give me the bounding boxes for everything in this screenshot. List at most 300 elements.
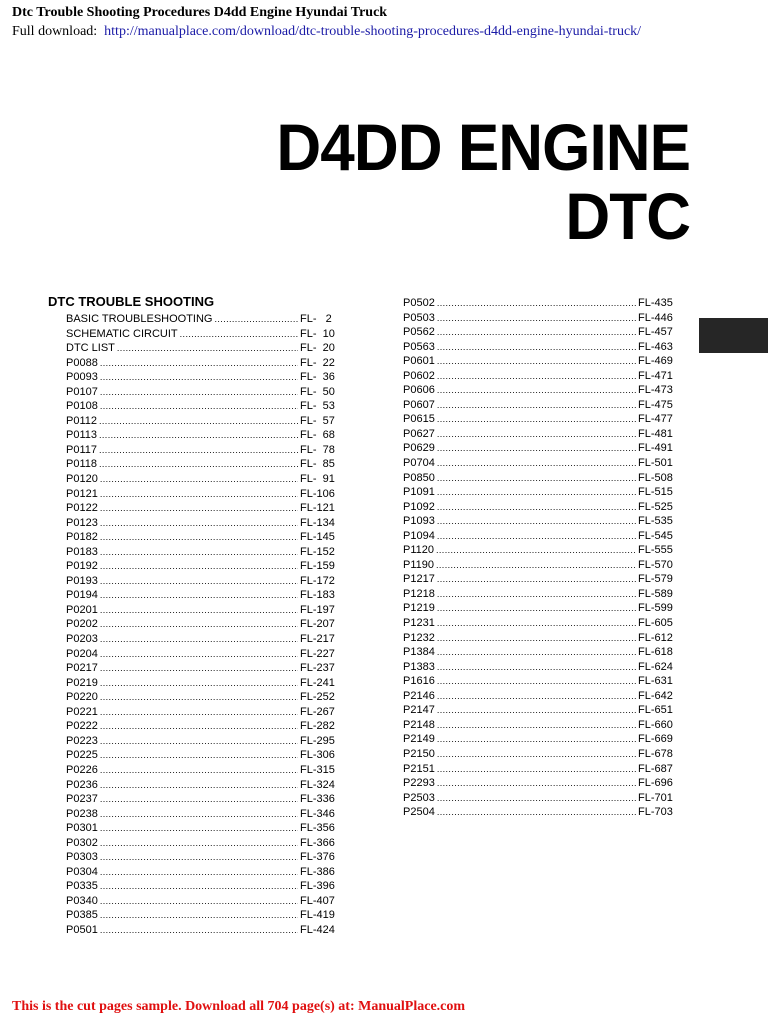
toc-entry[interactable] <box>66 836 338 851</box>
toc-entry[interactable] <box>66 778 338 793</box>
toc-entry-label: P0121 <box>66 487 98 500</box>
toc-entry[interactable] <box>66 428 338 443</box>
toc-entry-page: FL- 57 <box>300 414 335 427</box>
toc-entry[interactable] <box>403 660 676 675</box>
toc-entry-page: FL- 85 <box>300 458 335 471</box>
download-line <box>12 24 641 40</box>
toc-entry-label: P1217 <box>403 573 435 586</box>
toc-leader-dots <box>100 603 298 618</box>
toc-entry-page: FL-525 <box>638 500 673 513</box>
toc-leader-dots <box>437 572 636 587</box>
toc-leader-dots <box>437 427 636 442</box>
toc-leader-dots <box>99 457 298 472</box>
toc-entry-label: P0704 <box>403 457 435 470</box>
toc-entry[interactable] <box>66 457 338 472</box>
toc-leader-dots <box>437 791 636 806</box>
toc-entry[interactable] <box>66 341 338 356</box>
toc-leader-dots <box>100 676 298 691</box>
toc-entry-page: FL-207 <box>300 618 335 631</box>
toc-entry-label: P0850 <box>403 471 435 484</box>
toc-entry-label: P0088 <box>66 356 98 369</box>
toc-leader-dots <box>100 836 298 851</box>
toc-entry-page: FL-555 <box>638 544 673 557</box>
toc-entry-page: FL-159 <box>300 560 335 573</box>
toc-leader-dots <box>437 601 636 616</box>
toc-leader-dots <box>100 399 298 414</box>
toc-entry-page: FL-134 <box>300 516 335 529</box>
toc-leader-dots <box>437 514 636 529</box>
toc-entry-page: FL-106 <box>300 487 335 500</box>
toc-leader-dots <box>437 616 636 631</box>
toc-leader-dots <box>437 747 636 762</box>
toc-leader-dots <box>100 850 298 865</box>
toc-leader-dots <box>437 456 636 471</box>
toc-leader-dots <box>100 908 298 923</box>
toc-entry-page: FL-336 <box>300 793 335 806</box>
toc-leader-dots <box>100 385 298 400</box>
toc-entry[interactable] <box>403 674 676 689</box>
toc-entry[interactable] <box>66 821 338 836</box>
toc-right-column <box>403 296 676 820</box>
toc-leader-dots <box>215 312 299 327</box>
toc-entry[interactable] <box>66 487 338 502</box>
toc-leader-dots <box>437 340 636 355</box>
toc-entry-label: P0118 <box>66 458 97 471</box>
toc-leader-dots <box>437 383 636 398</box>
toc-entry-label: P1231 <box>403 617 435 630</box>
toc-entry-page: FL-624 <box>638 660 673 673</box>
toc-entry-page: FL-491 <box>638 442 673 455</box>
toc-entry-label: P0627 <box>403 427 435 440</box>
toc-entry[interactable] <box>403 791 676 806</box>
toc-entry[interactable] <box>66 399 338 414</box>
toc-entry[interactable] <box>66 356 338 371</box>
toc-entry-page: FL-315 <box>300 763 335 776</box>
toc-entry-page: FL-386 <box>300 865 335 878</box>
toc-entry-page: FL-356 <box>300 822 335 835</box>
toc-entry-label: P0501 <box>66 923 98 936</box>
toc-entry-page: FL- 50 <box>300 385 335 398</box>
toc-entry[interactable] <box>66 748 338 763</box>
toc-entry-label: P1616 <box>403 675 435 688</box>
toc-entry-page: FL-435 <box>638 297 673 309</box>
toc-leader-dots <box>100 865 298 880</box>
toc-entry-page: FL- 53 <box>300 400 335 413</box>
toc-leader-dots <box>100 748 298 763</box>
toc-entry-label: P2147 <box>403 704 435 717</box>
toc-entry[interactable] <box>403 398 676 413</box>
toc-entry[interactable] <box>66 865 338 880</box>
toc-entry-label: P2150 <box>403 747 435 760</box>
toc-entry-label: P0107 <box>66 385 98 398</box>
toc-entry-label: P1218 <box>403 587 435 600</box>
toc-entry-label: P0222 <box>66 720 98 733</box>
toc-entry-page: FL- 68 <box>300 429 335 442</box>
toc-leader-dots <box>100 501 298 516</box>
toc-leader-dots <box>100 545 298 560</box>
toc-entry-page: FL- 2 <box>300 313 332 325</box>
toc-entry-page: FL-579 <box>638 573 673 586</box>
toc-entry-page: FL- 20 <box>300 342 335 355</box>
toc-entry-page: FL-252 <box>300 691 335 704</box>
toc-entry-page: FL-295 <box>300 734 335 747</box>
toc-entry[interactable] <box>403 805 676 820</box>
toc-entry-label: P1232 <box>403 631 435 644</box>
toc-leader-dots <box>100 487 298 502</box>
toc-entry-page: FL-366 <box>300 836 335 849</box>
toc-entry-page: FL-471 <box>638 369 673 382</box>
toc-leader-dots <box>437 776 636 791</box>
toc-entry[interactable] <box>403 558 676 573</box>
main-title <box>276 110 690 253</box>
toc-entry[interactable] <box>403 354 676 369</box>
toc-leader-dots <box>100 516 298 531</box>
toc-leader-dots <box>436 558 636 573</box>
toc-entry-page: FL-282 <box>300 720 335 733</box>
toc-entry-page: FL-481 <box>638 427 673 440</box>
toc-entry-page: FL-477 <box>638 413 673 426</box>
toc-entry-label: P0120 <box>66 473 98 486</box>
toc-leader-dots <box>100 647 298 662</box>
toc-entry-page: FL-678 <box>638 747 673 760</box>
toc-leader-dots <box>100 894 298 909</box>
toc-entry[interactable] <box>403 645 676 660</box>
toc-entry-label: P0122 <box>66 502 98 515</box>
toc-entry-page: FL-145 <box>300 531 335 544</box>
toc-leader-dots <box>100 588 298 603</box>
toc-entry-label: P0204 <box>66 647 98 660</box>
toc-entry[interactable] <box>403 631 676 646</box>
toc-entry[interactable] <box>66 545 338 560</box>
toc-entry-page: FL-515 <box>638 486 673 499</box>
toc-entry-page: FL-669 <box>638 733 673 746</box>
toc-entry-page: FL-703 <box>638 806 673 819</box>
toc-leader-dots <box>437 441 636 456</box>
toc-entry-label: P0123 <box>66 516 98 529</box>
toc-entry[interactable] <box>66 632 338 647</box>
toc-entry-label: P0202 <box>66 618 98 631</box>
toc-entry[interactable] <box>66 370 338 385</box>
toc-leader-dots <box>100 792 298 807</box>
toc-entry[interactable] <box>66 661 338 676</box>
toc-entry[interactable] <box>403 587 676 602</box>
toc-entry-page: FL-217 <box>300 633 335 646</box>
toc-entry-label: P0217 <box>66 662 98 675</box>
toc-entry[interactable] <box>66 676 338 691</box>
toc-leader-dots <box>100 356 298 371</box>
toc-entry-label: P2146 <box>403 689 435 702</box>
toc-entry-page: FL-651 <box>638 704 673 717</box>
toc-entry-page: FL-605 <box>638 617 673 630</box>
toc-leader-dots <box>437 325 636 340</box>
toc-entry[interactable] <box>66 894 338 909</box>
toc-entry[interactable] <box>403 776 676 791</box>
toc-entry-label: P0237 <box>66 793 98 806</box>
toc-entry[interactable] <box>66 603 338 618</box>
toc-entry-page: FL- 10 <box>300 327 335 340</box>
toc-entry-label: P0304 <box>66 865 98 878</box>
toc-entry-label: P2149 <box>403 733 435 746</box>
toc-entry-label: P1091 <box>403 486 435 499</box>
toc-entry-label: P1219 <box>403 602 435 615</box>
toc-entry-page: FL-696 <box>638 777 673 790</box>
toc-entry-page: FL-589 <box>638 587 673 600</box>
toc-entry-page: FL-535 <box>638 515 673 528</box>
toc-leader-dots <box>437 805 636 820</box>
toc-entry-page: FL-376 <box>300 851 335 864</box>
toc-leader-dots <box>117 341 298 356</box>
toc-entry[interactable] <box>66 559 338 574</box>
toc-entry-page: FL-501 <box>638 457 673 470</box>
toc-entry[interactable] <box>403 747 676 762</box>
main-title-line2: DTC <box>565 179 690 253</box>
toc-entry-label: P1384 <box>403 646 435 659</box>
toc-entry-label: P0502 <box>403 297 435 309</box>
toc-entry-label: P0601 <box>403 355 435 368</box>
toc-entry[interactable] <box>403 689 676 704</box>
toc-entry[interactable] <box>403 369 676 384</box>
toc-entry-label: P0225 <box>66 749 98 762</box>
toc-leader-dots <box>437 296 636 311</box>
toc-entry[interactable] <box>403 572 676 587</box>
toc-entry-label: P2151 <box>403 762 435 775</box>
toc-leader-dots <box>100 879 298 894</box>
toc-entry-label: P2504 <box>403 806 435 819</box>
toc-entry-page: FL-197 <box>300 603 335 616</box>
toc-entry[interactable] <box>66 705 338 720</box>
toc-entry-page: FL-407 <box>300 894 335 907</box>
toc-entry-label: DTC LIST <box>66 342 115 355</box>
toc-entry-label: P1094 <box>403 529 435 542</box>
toc-leader-dots <box>180 327 298 342</box>
toc-entry[interactable] <box>403 441 676 456</box>
toc-entry-label: P0220 <box>66 691 98 704</box>
main-title-line1: D4DD ENGINE <box>276 110 690 184</box>
toc-entry-label: P0193 <box>66 574 98 587</box>
toc-entry[interactable] <box>66 923 338 938</box>
toc-entry-label: P2503 <box>403 791 435 804</box>
toc-entry[interactable] <box>66 588 338 603</box>
toc-entry-page: FL-424 <box>300 923 335 936</box>
toc-leader-dots <box>437 631 636 646</box>
toc-leader-dots <box>437 412 636 427</box>
toc-entry[interactable] <box>66 734 338 749</box>
toc-entry-label: P0201 <box>66 603 98 616</box>
toc-entry-page: FL-324 <box>300 778 335 791</box>
toc-entry[interactable] <box>66 385 338 400</box>
toc-leader-dots <box>437 732 636 747</box>
toc-entry[interactable] <box>403 732 676 747</box>
toc-entry-page: FL-473 <box>638 384 673 397</box>
download-link[interactable]: http://manualplace.com/download/dtc-trouble-shooting-procedures-d4dd-engine-hyundai-truck/ <box>104 24 642 39</box>
document-title: Dtc Trouble Shooting Procedures D4dd Engine Hyundai Truck <box>12 5 388 20</box>
toc-entry-page: FL-631 <box>638 675 673 688</box>
toc-entry[interactable] <box>66 472 338 487</box>
toc-leader-dots <box>100 574 298 589</box>
toc-entry[interactable] <box>403 543 676 558</box>
toc-entry[interactable] <box>66 327 338 342</box>
toc-entry-label: P0182 <box>66 531 98 544</box>
toc-entry-label: P0563 <box>403 340 435 353</box>
toc-leader-dots <box>100 530 298 545</box>
toc-entry[interactable] <box>66 574 338 589</box>
toc-entry[interactable] <box>403 718 676 733</box>
toc-leader-dots <box>99 428 298 443</box>
toc-entry-label: P0113 <box>66 429 97 442</box>
toc-entry[interactable] <box>403 325 676 340</box>
toc-entry-label: P0301 <box>66 822 98 835</box>
toc-entry-label: P0183 <box>66 545 98 558</box>
toc-leader-dots <box>437 718 636 733</box>
toc-entry[interactable] <box>66 312 338 327</box>
toc-entry-page: FL-469 <box>638 355 673 368</box>
toc-entry-label: P0192 <box>66 560 98 573</box>
toc-entry[interactable] <box>403 485 676 500</box>
toc-leader-dots <box>437 645 636 660</box>
toc-entry[interactable] <box>66 690 338 705</box>
toc-entry-label: P0226 <box>66 763 98 776</box>
toc-entry-page: FL-241 <box>300 676 335 689</box>
toc-entry-page: FL-618 <box>638 646 673 659</box>
toc-entry[interactable] <box>66 443 338 458</box>
toc-leader-dots <box>100 807 298 822</box>
toc-entry[interactable] <box>403 340 676 355</box>
toc-entry[interactable] <box>403 311 676 326</box>
toc-entry-label: P1093 <box>403 515 435 528</box>
toc-entry[interactable] <box>66 763 338 778</box>
toc-leader-dots <box>437 529 636 544</box>
toc-entry-label: P0615 <box>403 413 435 426</box>
toc-entry[interactable] <box>66 879 338 894</box>
toc-entry-page: FL-183 <box>300 589 335 602</box>
toc-entry[interactable] <box>66 850 338 865</box>
toc-entry-page: FL-612 <box>638 631 673 644</box>
toc-entry-label: P0221 <box>66 705 98 718</box>
toc-entry[interactable] <box>66 516 338 531</box>
toc-entry[interactable] <box>66 530 338 545</box>
toc-entry-label: P2148 <box>403 718 435 731</box>
toc-leader-dots <box>100 472 298 487</box>
toc-entry-label: P0303 <box>66 851 98 864</box>
toc-leader-dots <box>437 500 636 515</box>
toc-entry[interactable] <box>403 703 676 718</box>
toc-leader-dots <box>100 923 298 938</box>
toc-leader-dots <box>100 617 298 632</box>
toc-entry[interactable] <box>403 456 676 471</box>
toc-leader-dots <box>437 703 636 718</box>
toc-entry-label: P0335 <box>66 880 98 893</box>
toc-entry-page: FL-419 <box>300 909 335 922</box>
toc-entry-label: P1383 <box>403 660 435 673</box>
toc-leader-dots <box>99 443 298 458</box>
toc-entry-label: SCHEMATIC CIRCUIT <box>66 327 178 340</box>
toc-entry[interactable] <box>403 471 676 486</box>
toc-entry-page: FL- 36 <box>300 371 335 384</box>
toc-leader-dots <box>436 543 636 558</box>
toc-leader-dots <box>100 690 298 705</box>
toc-leader-dots <box>100 559 298 574</box>
toc-entry[interactable] <box>403 383 676 398</box>
toc-entry-page: FL-508 <box>638 471 673 484</box>
toc-leader-dots <box>437 674 636 689</box>
toc-entry[interactable] <box>403 427 676 442</box>
toc-entry[interactable] <box>66 807 338 822</box>
toc-entry-label: P0602 <box>403 369 435 382</box>
toc-entry[interactable] <box>403 500 676 515</box>
toc-entry-label: P0223 <box>66 734 98 747</box>
toc-entry-label: P1092 <box>403 500 435 513</box>
toc-entry-label: P0238 <box>66 807 98 820</box>
toc-entry-page: FL- 91 <box>300 473 335 486</box>
section-tab-marker <box>699 318 768 353</box>
toc-entry-label: BASIC TROUBLESHOOTING <box>66 313 213 325</box>
download-prefix: Full download: <box>12 24 98 39</box>
toc-entry-page: FL-687 <box>638 762 673 775</box>
toc-entry-label: P0108 <box>66 400 98 413</box>
toc-entry-page: FL-267 <box>300 705 335 718</box>
toc-leader-dots <box>437 485 636 500</box>
toc-entry-page: FL-237 <box>300 662 335 675</box>
toc-entry-label: P0203 <box>66 633 98 646</box>
toc-entry[interactable] <box>66 617 338 632</box>
toc-entry-label: P0194 <box>66 589 98 602</box>
toc-entry[interactable] <box>403 412 676 427</box>
toc-entry-page: FL-463 <box>638 340 673 353</box>
toc-entry-page: FL-446 <box>638 311 673 324</box>
toc-entry-page: FL-570 <box>638 558 673 571</box>
toc-leader-dots <box>437 354 636 369</box>
toc-entry-label: P0112 <box>66 414 97 427</box>
toc-leader-dots <box>100 705 298 720</box>
toc-leader-dots <box>100 661 298 676</box>
toc-entry-page: FL-545 <box>638 529 673 542</box>
toc-entry[interactable] <box>66 414 338 429</box>
section-heading: DTC TROUBLE SHOOTING <box>48 294 215 309</box>
footer-note: This is the cut pages sample. Download all 704 page(s) at: ManualPlace.com <box>12 999 466 1014</box>
toc-entry[interactable] <box>403 762 676 777</box>
toc-leader-dots <box>437 471 636 486</box>
toc-entry[interactable] <box>66 501 338 516</box>
toc-entry[interactable] <box>66 647 338 662</box>
toc-leader-dots <box>100 734 298 749</box>
toc-entry[interactable] <box>66 792 338 807</box>
toc-entry-page: FL-306 <box>300 749 335 762</box>
toc-entry[interactable] <box>66 719 338 734</box>
toc-entry-label: P0607 <box>403 398 435 411</box>
toc-leader-dots <box>437 398 636 413</box>
toc-entry[interactable] <box>403 296 676 311</box>
toc-leader-dots <box>100 370 298 385</box>
toc-entry[interactable] <box>403 601 676 616</box>
toc-entry-page: FL-475 <box>638 398 673 411</box>
toc-entry-label: P0606 <box>403 384 435 397</box>
toc-entry[interactable] <box>403 529 676 544</box>
toc-leader-dots <box>99 414 298 429</box>
toc-entry[interactable] <box>403 514 676 529</box>
toc-entry[interactable] <box>403 616 676 631</box>
toc-entry-label: P0219 <box>66 676 98 689</box>
toc-entry-label: P0302 <box>66 836 98 849</box>
toc-entry[interactable] <box>66 908 338 923</box>
toc-entry-label: P0562 <box>403 326 435 339</box>
toc-entry-page: FL-121 <box>300 502 335 515</box>
toc-entry-page: FL-701 <box>638 791 673 804</box>
toc-entry-page: FL- 22 <box>300 356 335 369</box>
toc-left-column <box>66 312 338 938</box>
toc-entry-page: FL-642 <box>638 689 673 702</box>
toc-entry-page: FL- 78 <box>300 443 335 456</box>
toc-leader-dots <box>100 719 298 734</box>
